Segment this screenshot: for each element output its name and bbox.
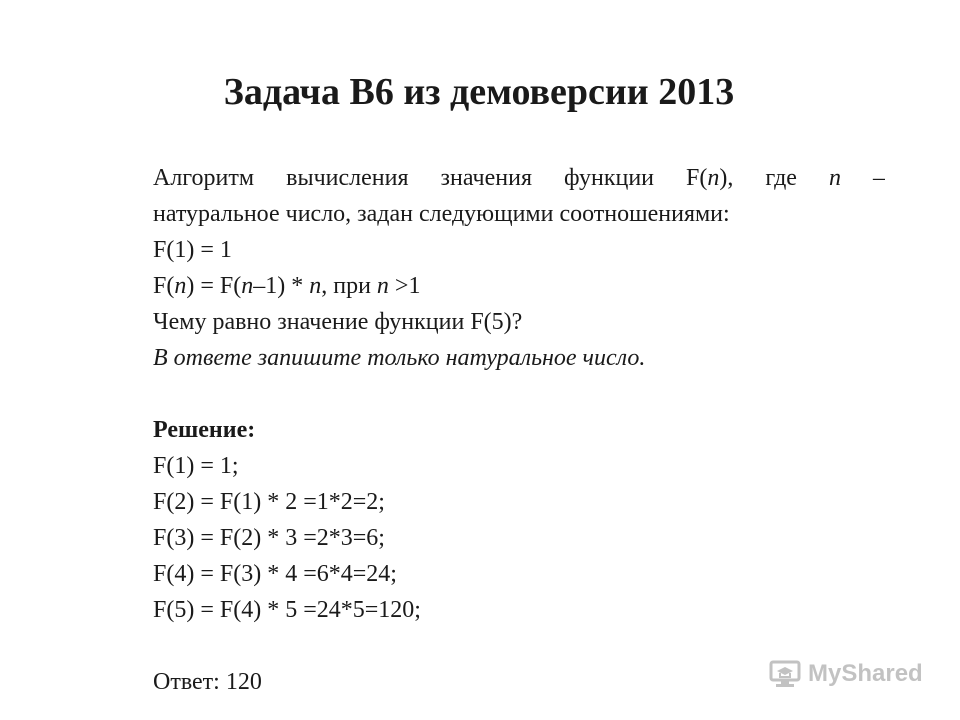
solution-step: F(2) = F(1) * 2 =1*2=2;: [153, 489, 385, 515]
solution-heading: Решение:: [153, 417, 256, 443]
problem-line-1: [153, 160, 885, 196]
watermark-text: MyShared: [808, 660, 923, 687]
base-case-formula: F(1) = 1: [153, 237, 232, 263]
variable-n: n: [707, 165, 720, 191]
solution-step: F(5) = F(4) * 5 =24*5=120;: [153, 597, 421, 623]
variable-n: n: [828, 165, 841, 191]
answer-instruction: В ответе запишите только натуральное число.: [153, 345, 646, 371]
problem-line-1-part-c: –: [840, 165, 885, 191]
problem-line-1-part-b: ), где: [719, 165, 829, 191]
recurrence-part-d: , при: [321, 273, 377, 299]
question-text: Чему равно значение функции F(5)?: [153, 309, 523, 335]
task-content: [153, 160, 885, 700]
recurrence-formula: [153, 268, 885, 304]
variable-n: n: [241, 273, 254, 299]
solution-step: F(3) = F(2) * 3 =2*3=6;: [153, 525, 385, 551]
slide-title-text: Задача В6 из демоверсии 2013: [223, 71, 735, 113]
recurrence-part-c: –1) *: [253, 273, 310, 299]
myshared-watermark: [768, 654, 928, 694]
slide-title: [0, 66, 960, 118]
variable-n: n: [376, 273, 389, 299]
recurrence-part-b: ) = F(: [186, 273, 242, 299]
solution-step: F(1) = 1;: [153, 453, 239, 479]
recurrence-part-a: F(: [153, 273, 175, 299]
recurrence-part-e: >1: [388, 273, 421, 299]
problem-line-1-part-a: Алгоритм вычисления значения функции F(: [153, 165, 708, 191]
problem-line-2: натуральное число, задан следующими соотношениями:: [153, 201, 730, 227]
final-answer: Ответ: 120: [153, 669, 262, 695]
variable-n: n: [174, 273, 187, 299]
mortarboard-icon: [768, 659, 802, 689]
spacer: [153, 376, 885, 412]
solution-step: F(4) = F(3) * 4 =6*4=24;: [153, 561, 397, 587]
variable-n: n: [309, 273, 322, 299]
